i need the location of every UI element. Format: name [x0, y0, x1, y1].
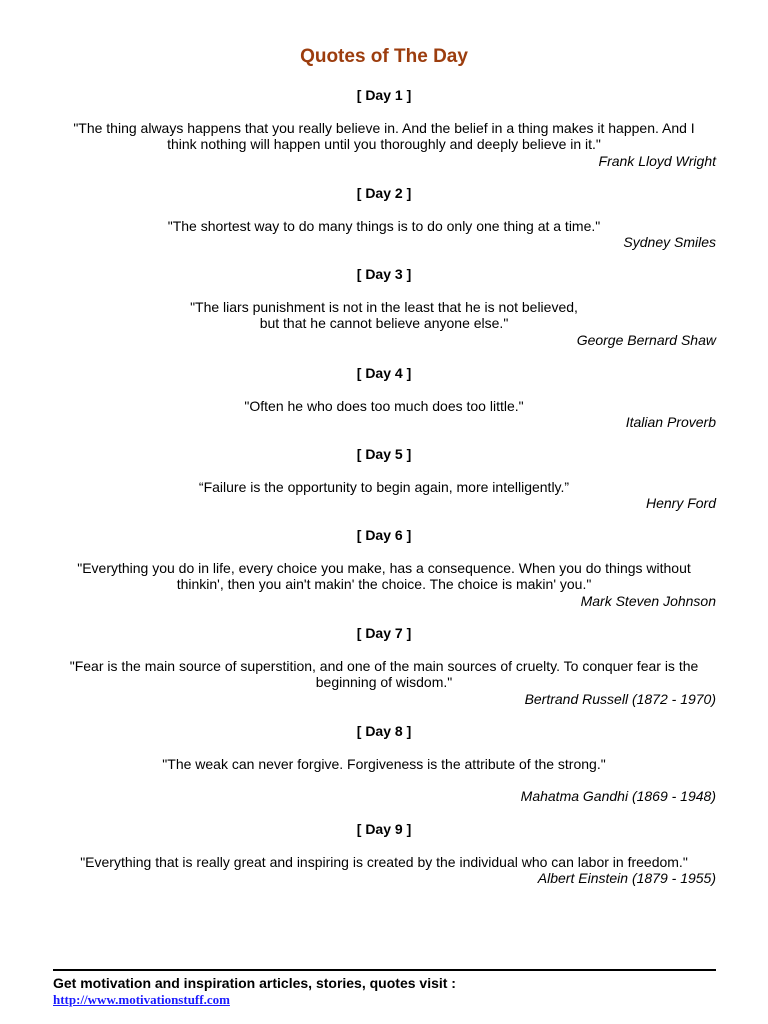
quote-entry-day-9 — [52, 821, 716, 887]
quote-line: thinkin', then you ain't makin' the choice. The choice is makin' you." — [176, 576, 592, 592]
quote-entry-day-3 — [52, 266, 716, 348]
quote-text — [52, 756, 716, 773]
day-heading: [ Day 3 ] — [356, 266, 412, 282]
quote-entry-day-6 — [52, 527, 716, 609]
quote-author: Bertrand Russell (1872 - 1970) — [524, 690, 716, 707]
quote-line: "Often he who does too much does too little." — [244, 397, 524, 414]
quote-line: think nothing will happen until you thoroughly and deeply believe in it." — [167, 136, 601, 152]
quote-text — [52, 120, 716, 153]
day-heading: [ Day 1 ] — [356, 87, 412, 103]
quote-line: "The liars punishment is not in the least that he is not believed, — [190, 298, 578, 315]
day-heading: [ Day 2 ] — [356, 185, 412, 201]
quote-author: Albert Einstein (1879 - 1955) — [537, 870, 716, 886]
quote-line: "The thing always happens that you really believe in. And the belief in a thing makes it happen. And I — [73, 119, 695, 136]
quote-entry-day-8 — [52, 723, 716, 805]
quote-author: George Bernard Shaw — [576, 331, 716, 348]
quote-text — [52, 658, 716, 691]
quote-text — [52, 479, 716, 496]
quote-entry-day-2 — [52, 185, 716, 251]
footer-link[interactable]: http://www.motivationstuff.com — [53, 992, 230, 1007]
quote-text — [52, 560, 716, 593]
quote-text — [52, 218, 716, 235]
quote-author: Mahatma Gandhi (1869 - 1948) — [520, 788, 716, 804]
quote-author: Frank Lloyd Wright — [598, 152, 716, 169]
quote-author: Henry Ford — [645, 495, 716, 511]
quote-entry-day-7 — [52, 625, 716, 707]
quote-line: but that he cannot believe anyone else." — [259, 315, 509, 331]
day-heading: [ Day 5 ] — [356, 446, 412, 462]
page-footer — [53, 969, 716, 1009]
page-title: Quotes of The Day — [300, 46, 468, 67]
quote-text — [52, 854, 716, 871]
quote-text — [52, 299, 716, 332]
day-heading: [ Day 4 ] — [356, 365, 412, 381]
day-heading: [ Day 8 ] — [356, 723, 412, 739]
quote-line: "Everything that is really great and inspiring is created by the individual who can labor in freedom." — [80, 853, 688, 870]
quote-entry-day-4 — [52, 365, 716, 431]
quote-line: beginning of wisdom." — [315, 674, 453, 690]
quote-line: "Everything you do in life, every choice you make, has a consequence. When you do things without — [77, 559, 691, 576]
day-heading: [ Day 6 ] — [356, 527, 412, 543]
quote-text — [52, 398, 716, 415]
quote-line: "The shortest way to do many things is to do only one thing at a time." — [167, 217, 601, 234]
footer-text: Get motivation and inspiration articles, stories, quotes visit : — [53, 975, 456, 991]
quote-author: Sydney Smiles — [623, 234, 716, 250]
quote-entry-day-1 — [52, 87, 716, 169]
quote-author: Mark Steven Johnson — [580, 592, 716, 609]
day-heading: [ Day 7 ] — [356, 625, 412, 641]
quote-line: “Failure is the opportunity to begin again, more intelligently.” — [198, 478, 570, 495]
quote-author: Italian Proverb — [625, 414, 716, 430]
quote-line: "Fear is the main source of superstition, and one of the main sources of cruelty. To conquer fear is the — [69, 657, 699, 674]
quote-entry-day-5 — [52, 446, 716, 512]
quote-line: "The weak can never forgive. Forgiveness is the attribute of the strong." — [162, 755, 606, 772]
day-heading: [ Day 9 ] — [356, 821, 412, 837]
